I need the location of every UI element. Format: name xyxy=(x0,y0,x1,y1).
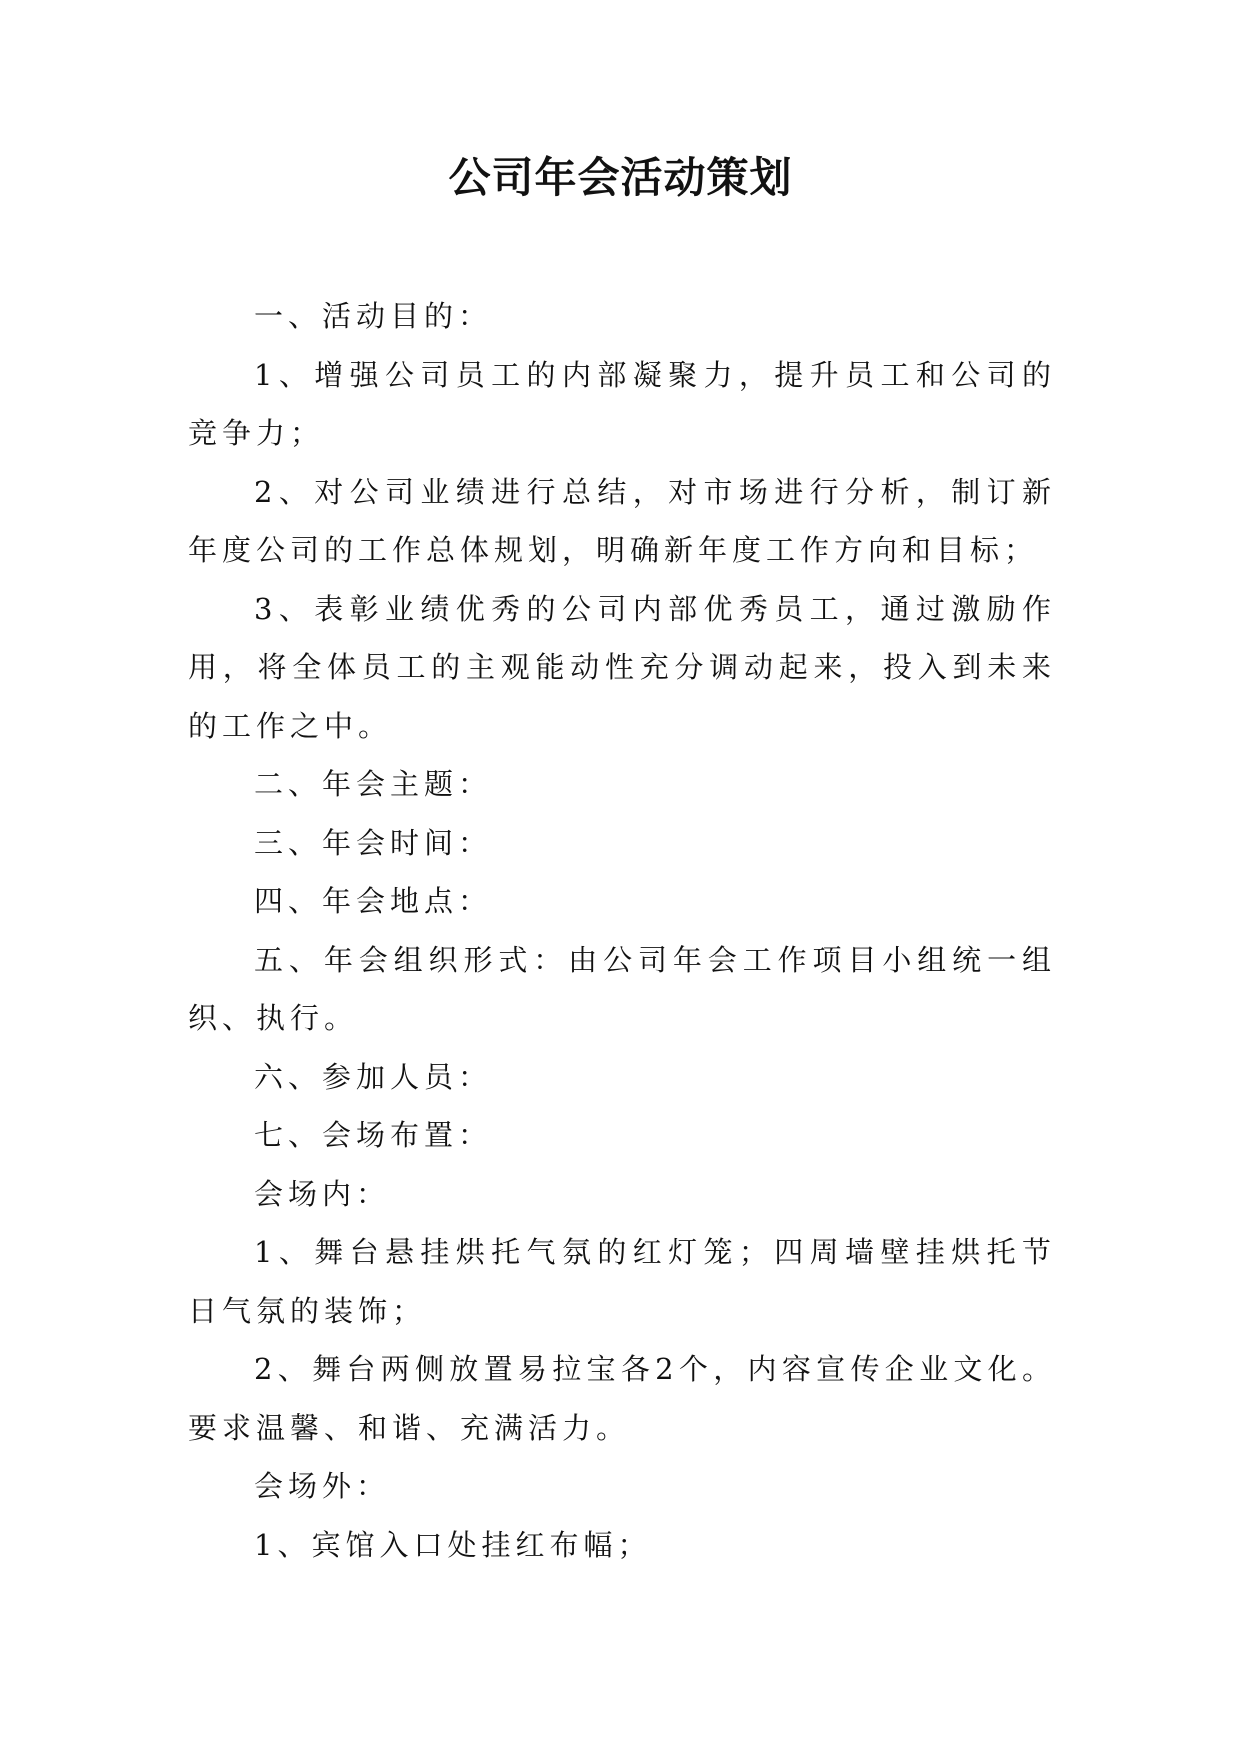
purpose-item-3: 3、表彰业绩优秀的公司内部优秀员工，通过激励作用，将全体员工的主观能动性充分调动起来，投入到未来的工作之中。 xyxy=(188,591,1056,743)
section-heading-theme: 二、年会主题： xyxy=(254,767,493,801)
purpose-item-1: 1、增强公司员工的内部凝聚力，提升员工和公司的竞争力； xyxy=(188,357,1056,450)
document-title: 公司年会活动策划 xyxy=(448,153,793,202)
section-heading-time: 三、年会时间： xyxy=(254,825,493,860)
inside-venue-item-1: 1、舞台悬挂烘托气氛的红灯笼；四周墙壁挂烘托节日气氛的装饰； xyxy=(188,1235,1056,1328)
subheading-outside-venue: 会场外： xyxy=(254,1469,391,1503)
purpose-item-2: 2、对公司业绩进行总结，对市场进行分析，制订新年度公司的工作总体规划，明确新年度工作方向和目标； xyxy=(188,474,1056,567)
outside-venue-item-1: 1、宾馆入口处挂红布幅； xyxy=(254,1527,652,1562)
section-heading-venue-setup: 七、会场布置： xyxy=(254,1118,493,1152)
section-heading-participants: 六、参加人员： xyxy=(254,1059,493,1094)
document-body xyxy=(188,287,1056,1574)
section-organization-form: 五、年会组织形式：由公司年会工作项目小组统一组织、执行。 xyxy=(188,942,1056,1035)
section-heading-location: 四、年会地点： xyxy=(254,884,493,918)
subheading-inside-venue: 会场内： xyxy=(254,1176,391,1211)
inside-venue-item-2: 2、舞台两侧放置易拉宝各2个，内容宣传企业文化。要求温馨、和谐、充满活力。 xyxy=(188,1352,1056,1445)
section-heading-purpose: 一、活动目的： xyxy=(254,299,493,333)
